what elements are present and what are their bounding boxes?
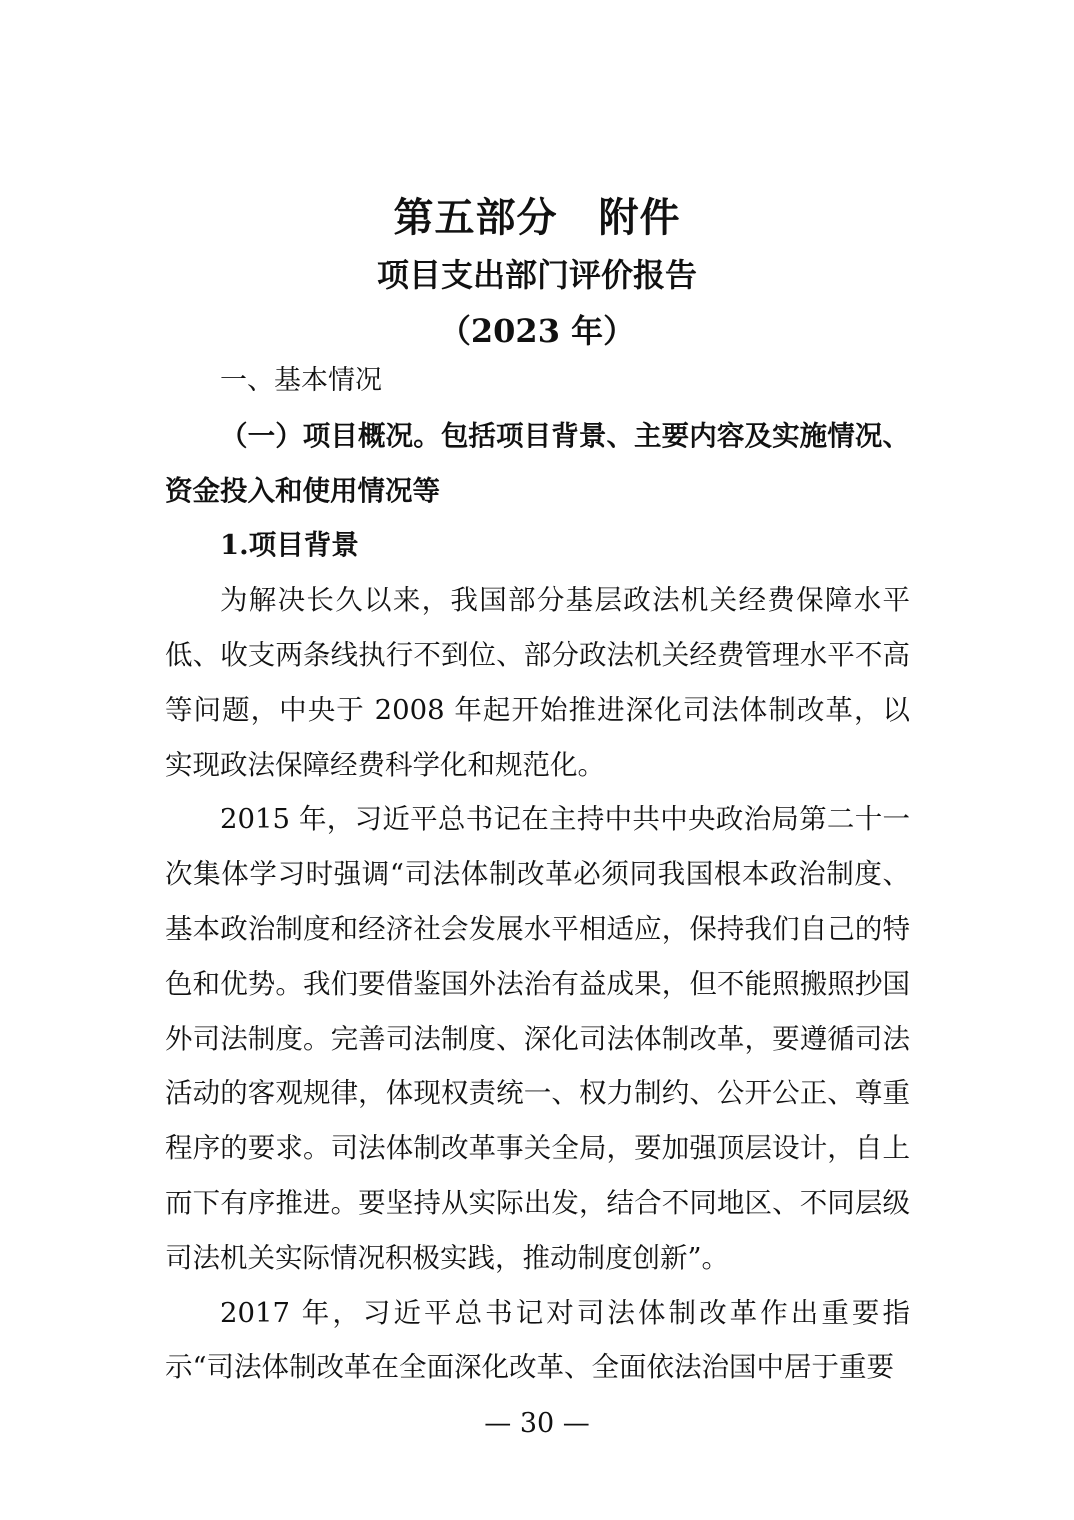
section-heading-project-overview: （一）项目概况。包括项目背景、主要内容及实施情况、资金投入和使用情况等 bbox=[165, 419, 910, 507]
document-year: （2023 年） bbox=[438, 312, 636, 350]
document-body bbox=[165, 354, 910, 1395]
paragraph-2: 2015 年，习近平总书记在主持中共中央政治局第二十一次集体学习时强调“司法体制改革必须同我国根本政治制度、基本政治制度和经济社会发展水平相适应，保持我们自己的特色和优势。我们要借鉴国外法治有益成果，但不能照搬照抄国外司法制度。完善司法制度、深化司法体制改革，要遵循司法活动的客观规律，体现权责统一、权力制约、公开公正、尊重程序的要求。司法体制改革事关全局，要加强顶层设计，自上而下有序推进。要坚持从实际出发，结合不同地区、不同层级司法机关实际情况积极实践，推动制度创新”。 bbox=[165, 803, 910, 1274]
paragraph-1: 为解决长久以来，我国部分基层政法机关经费保障水平低、收支两条线执行不到位、部分政法机关经费管理水平不高等问题，中央于 2008 年起开始推进深化司法体制改革，以实现政法保障经费科学化和规范化。 bbox=[165, 584, 910, 781]
document-title: 第五部分 附件 bbox=[393, 194, 681, 241]
paragraph-3: 2017 年，习近平总书记对司法体制改革作出重要指示“司法体制改革在全面深化改革、全面依法治国中居于重要 bbox=[165, 1296, 910, 1384]
section-heading-project-background: 1.项目背景 bbox=[220, 529, 359, 562]
document-subtitle: 项目支出部门评价报告 bbox=[376, 256, 697, 294]
page-number: — 30 — bbox=[484, 1408, 590, 1439]
section-heading-basic-info: 一、基本情况 bbox=[220, 365, 382, 396]
